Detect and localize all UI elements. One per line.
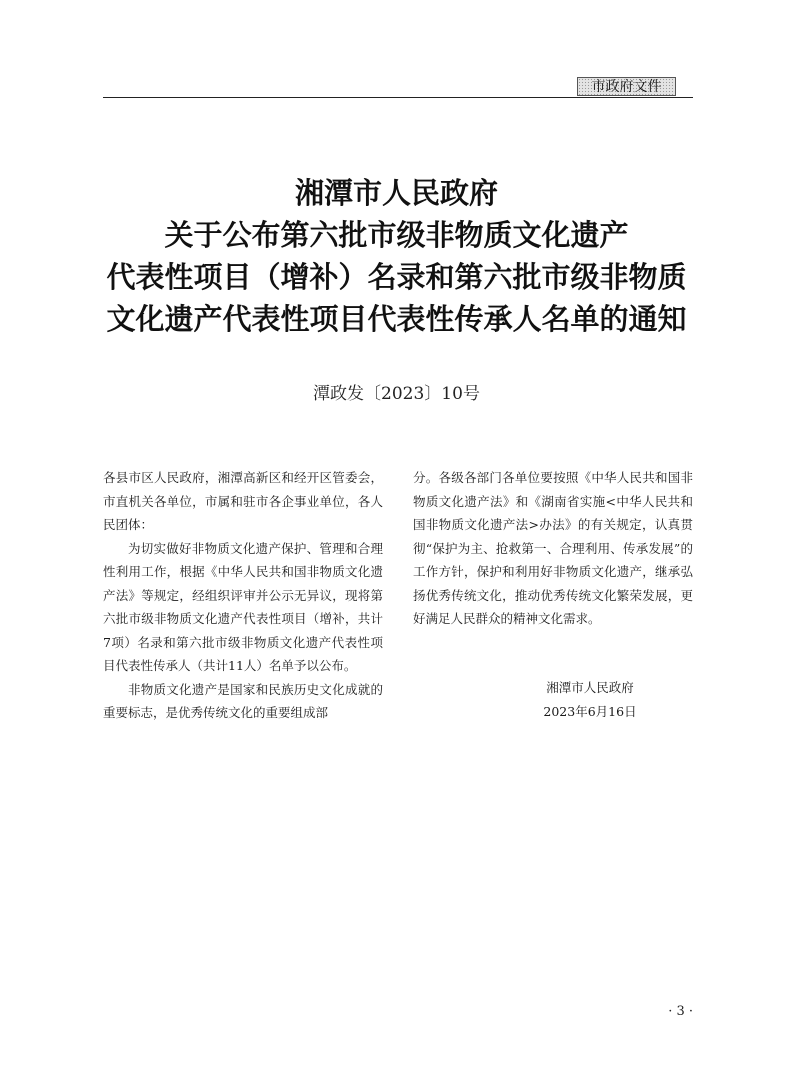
signature-block: [500, 676, 680, 723]
section-label-badge: [577, 77, 676, 96]
section-label-text: 市政府文件: [591, 79, 662, 95]
issuer-name: 湘潭市人民政府: [546, 680, 634, 695]
body-paragraph-1: 为切实做好非物质文化遗产保护、管理和合理性利用工作，根据《中华人民共和国非物质文化遗产法》等规定，经组织评审并公示无异议，现将第六批市级非物质文化遗产代表性项目（增补，共计7项）名录和第六批市级非物质文化遗产代表性项目代表性传承人（共计11人）名单予以公布。: [103, 540, 383, 673]
title-line-2: 关于公布第六批市级非物质文化遗产: [164, 218, 629, 252]
title-line-4: 文化遗产代表性项目代表性传承人名单的通知: [106, 302, 687, 336]
header-divider: [103, 97, 693, 98]
document-number: 潭政发〔2023〕10号: [313, 384, 480, 404]
body-column-left: [103, 466, 383, 725]
issue-date: 2023年6月16日: [543, 703, 637, 719]
page-number: · 3 ·: [668, 1004, 693, 1019]
body-column-right: [413, 466, 693, 631]
body-paragraph-2-start: 非物质文化遗产是国家和民族历史文化成就的重要标志，是优秀传统文化的重要组成部: [103, 681, 383, 720]
title-line-3: 代表性项目（增补）名录和第六批市级非物质: [106, 260, 687, 294]
title-line-1: 湘潭市人民政府: [294, 176, 498, 210]
salutation: 各县市区人民政府，湘潭高新区和经开区管委会，市直机关各单位，市属和驻市各企事业单位，各人民团体：: [103, 470, 383, 532]
body-paragraph-2-continued: 分。各级各部门各单位要按照《中华人民共和国非物质文化遗产法》和《湖南省实施<中华人民共和国非物质文化遗产法>办法》的有关规定，认真贯彻“保护为主、抢救第一、合理利用、传承发展”的工作方针，保护和利用好非物质文化遗产，继承弘扬优秀传统文化，推动优秀传统文化繁荣发展，更好满足人民群众的精神文化需求。: [413, 470, 693, 626]
document-title: [60, 172, 733, 340]
